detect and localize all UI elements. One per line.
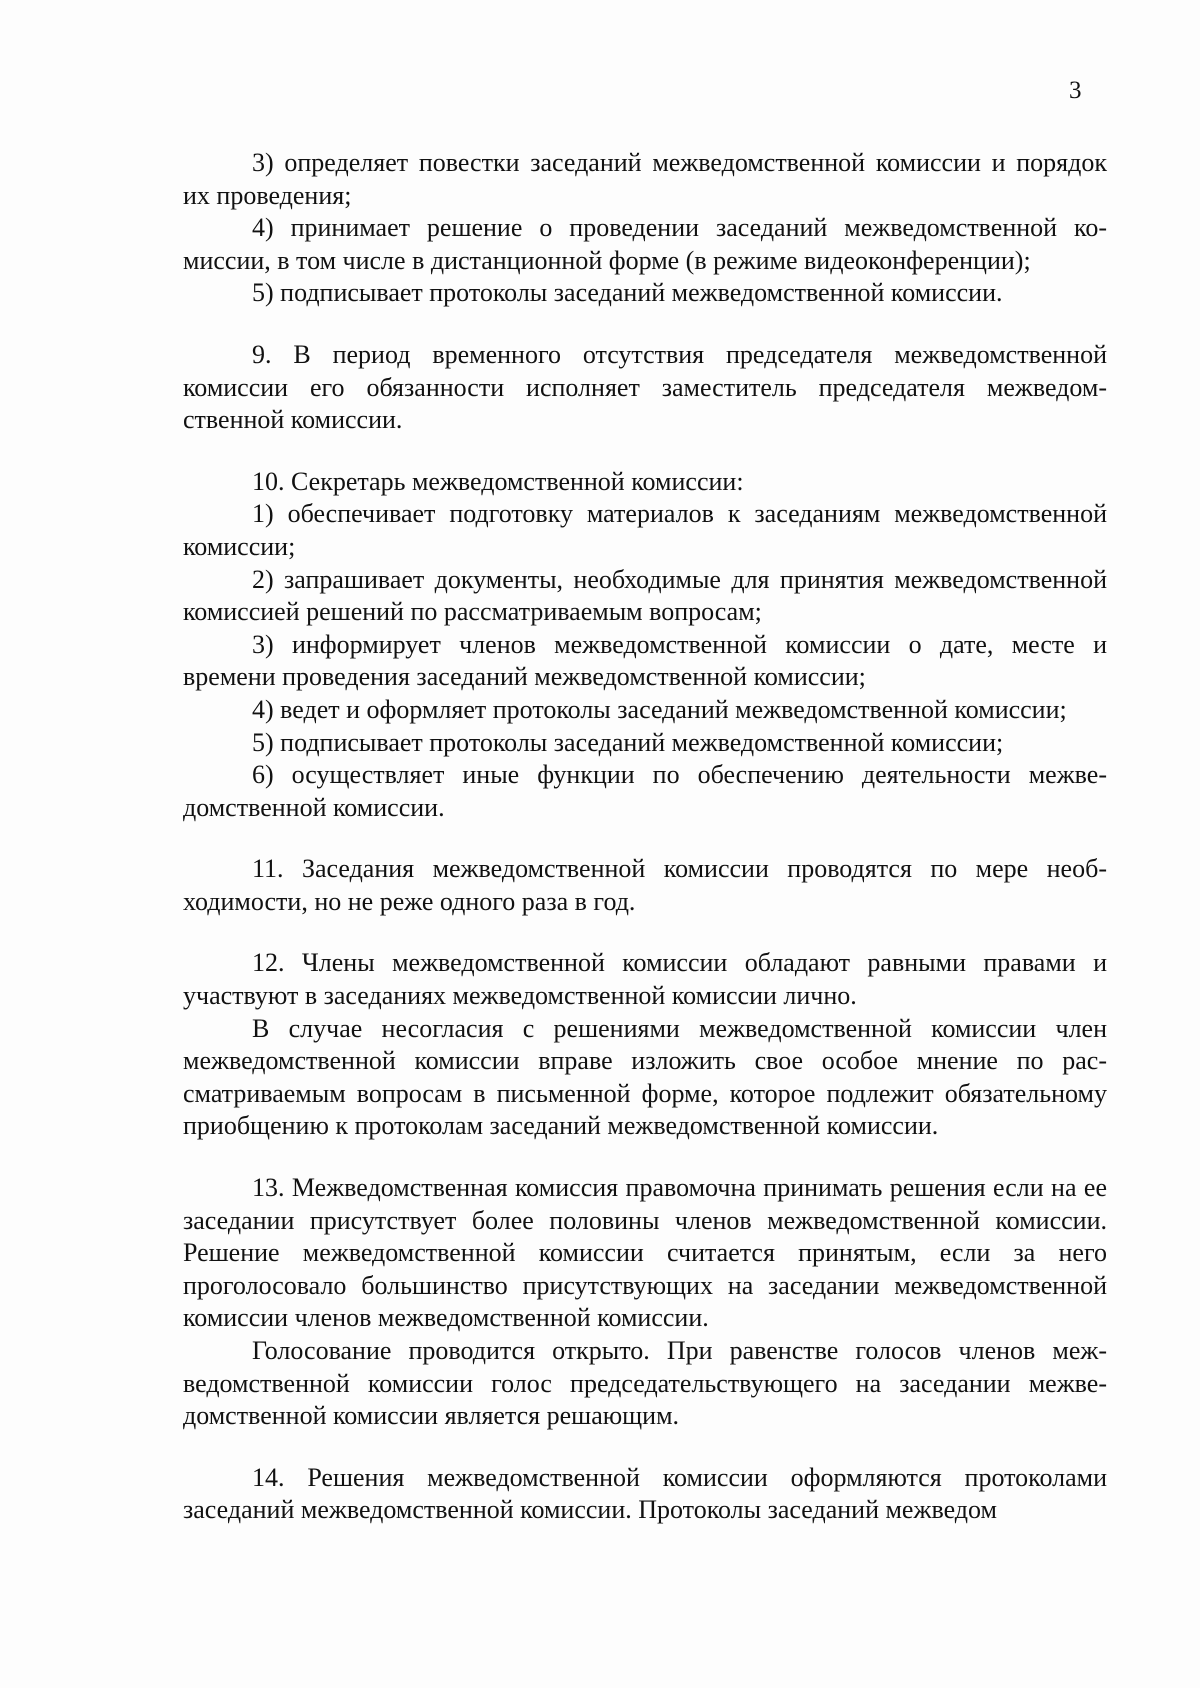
section-11-meetings-frequency: 11. Заседания межведомственной комиссии проводятся по мере необходимости, но не реже одного раза в год. xyxy=(183,854,1107,916)
secretary-item-4: 4) ведет и оформляет протоколы заседаний межведомственной комиссии; xyxy=(252,694,1067,724)
secretary-item-5: 5) подписывает протоколы заседаний межведомственной комиссии; xyxy=(252,727,1004,757)
secretary-item-2: 2) запрашивает документы, необходимые для принятия межведомственной комиссией решений по рассматриваемым вопросам; xyxy=(183,564,1107,627)
document-body xyxy=(183,147,1107,1527)
section-13-voting: Голосование проводится открыто. При равенстве голосов членов межведомственной комиссии голос председательствующего на заседании межведомственной комиссии является решающим. xyxy=(183,1336,1107,1431)
secretary-item-6: 6) осуществляет иные функции по обеспечению деятельности межведомственной комиссии. xyxy=(183,760,1107,822)
paragraph-5-signs-protocols: 5) подписывает протоколы заседаний межведомственной комиссии. xyxy=(252,278,1003,308)
page-number: 3 xyxy=(1069,77,1082,104)
section-14-protocols: 14. Решения межведомственной комиссии оформляются протоколами заседаний межведомственной комиссии. Протоколы заседаний межведом xyxy=(183,1462,1107,1525)
section-12-dissent: В случае несогласия с решениями межведомственной комиссии член межведомственной комиссии вправе изложить свое особое мнение по рассматриваемым вопросам в письменной форме, которое подлежит обязательному приобщению к протоколам заседаний межведомственной комиссии. xyxy=(183,1013,1107,1141)
section-13-quorum: 13. Межведомственная комиссия правомочна принимать решения если на ее заседании присутствует более половины членов межведомственной комиссии. Решение межведомственной комиссии считается принятым, если за него проголосовало большинство присутствующих на заседании межведомственной комиссии членов межведомственной комиссии. xyxy=(183,1173,1107,1333)
section-9-deputy: 9. В период временного отсутствия председателя межведомственной комиссии его обязанности исполняет заместитель председателя межведомственной комиссии. xyxy=(183,339,1107,435)
paragraph-4-meetings-decision: 4) принимает решение о проведении заседаний межведомственной комиссии, в том числе в дистанционной форме (в режиме видеоконференции); xyxy=(183,213,1107,275)
secretary-item-1: 1) обеспечивает подготовку материалов к заседаниям межведомственной комиссии; xyxy=(183,499,1107,561)
section-12-members-rights: 12. Члены межведомственной комиссии обладают равными правами и участвуют в заседаниях межведомственной комиссии лично. xyxy=(183,948,1107,1011)
secretary-item-3: 3) информирует членов межведомственной комиссии о дате, месте и времени проведения заседаний межведомственной комиссии; xyxy=(183,629,1107,692)
paragraph-3-agenda: 3) определяет повестки заседаний межведомственной комиссии и порядок их проведения; xyxy=(183,148,1107,210)
section-10-secretary: 10. Секретарь межведомственной комиссии: xyxy=(252,466,744,496)
